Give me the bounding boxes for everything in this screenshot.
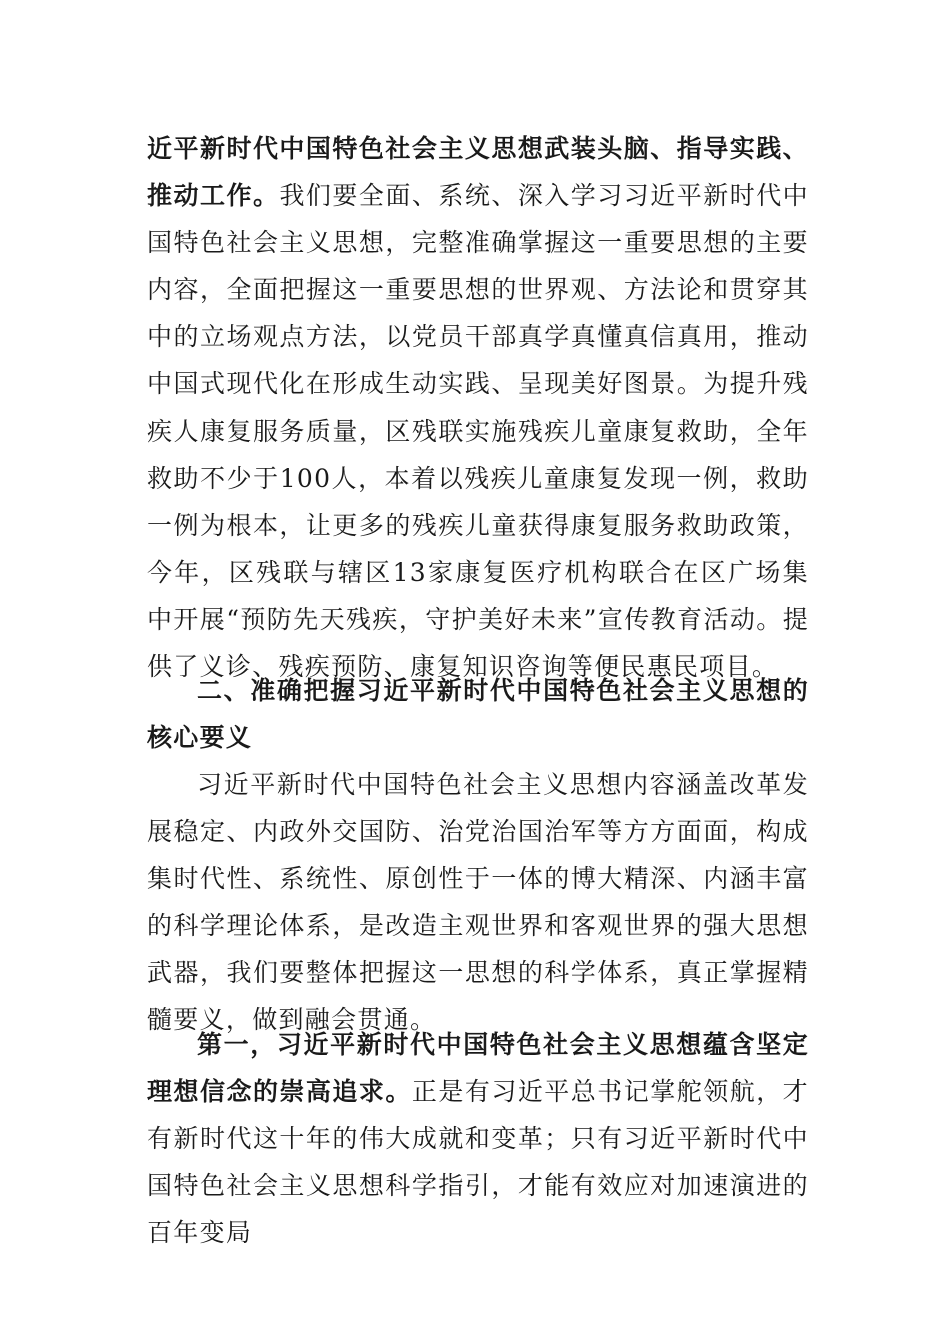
- paragraph-bold-lead: 第一，习近平新时代中国特色社会主义思想蕴含坚定理想信念的崇高追求。: [147, 1030, 809, 1107]
- paragraph-body: 习近平新时代中国特色社会主义思想内容涵盖改革发展稳定、内政外交国防、治党治国治军等方方面面，构成集时代性、系统性、原创性于一体的博大精深、内涵丰富的科学理论体系，是改造主观世界和客观世界的强大思想武器，我们要整体把握这一思想的科学体系，真正掌握精髓要义，做到融会贯通。: [147, 770, 809, 1035]
- paragraph-body: 我们要全面、系统、深入学习习近平新时代中国特色社会主义思想，完整准确掌握这一重要思想的主要内容，全面把握这一重要思想的世界观、方法论和贯穿其中的立场观点方法，以党员干部真学真懂真信真用，推动中国式现代化在形成生动实践、呈现美好图景。为提升残疾人康复服务质量，区残联实施残疾儿童康复救助，全年救助不少于100人，本着以残疾儿童康复发现一例，救助一例为根本，让更多的残疾儿童获得康复服务救助政策，今年，区残联与辖区13家康复医疗机构联合在区广场集中开展“预防先天残疾，守护美好未来”宣传教育活动。提供了义诊、残疾预防、康复知识咨询等便民惠民项目。: [147, 181, 809, 682]
- paragraph-first-point: [147, 1021, 809, 1256]
- paragraph-bold-lead: 近平新时代中国特色社会主义思想武装头脑、指导实践、推动工作。: [147, 134, 809, 211]
- section-heading-text: 二、准确把握习近平新时代中国特色社会主义思想的核心要义: [147, 676, 809, 753]
- paragraph-continuation: [147, 125, 809, 690]
- paragraph-core-meaning: [147, 761, 809, 1044]
- section-heading-2: [147, 667, 809, 761]
- paragraph-body: 正是有习近平总书记掌舵领航，才有新时代这十年的伟大成就和变革；只有习近平新时代中国特色社会主义思想科学指引，才能有效应对加速演进的百年变局: [147, 1077, 809, 1248]
